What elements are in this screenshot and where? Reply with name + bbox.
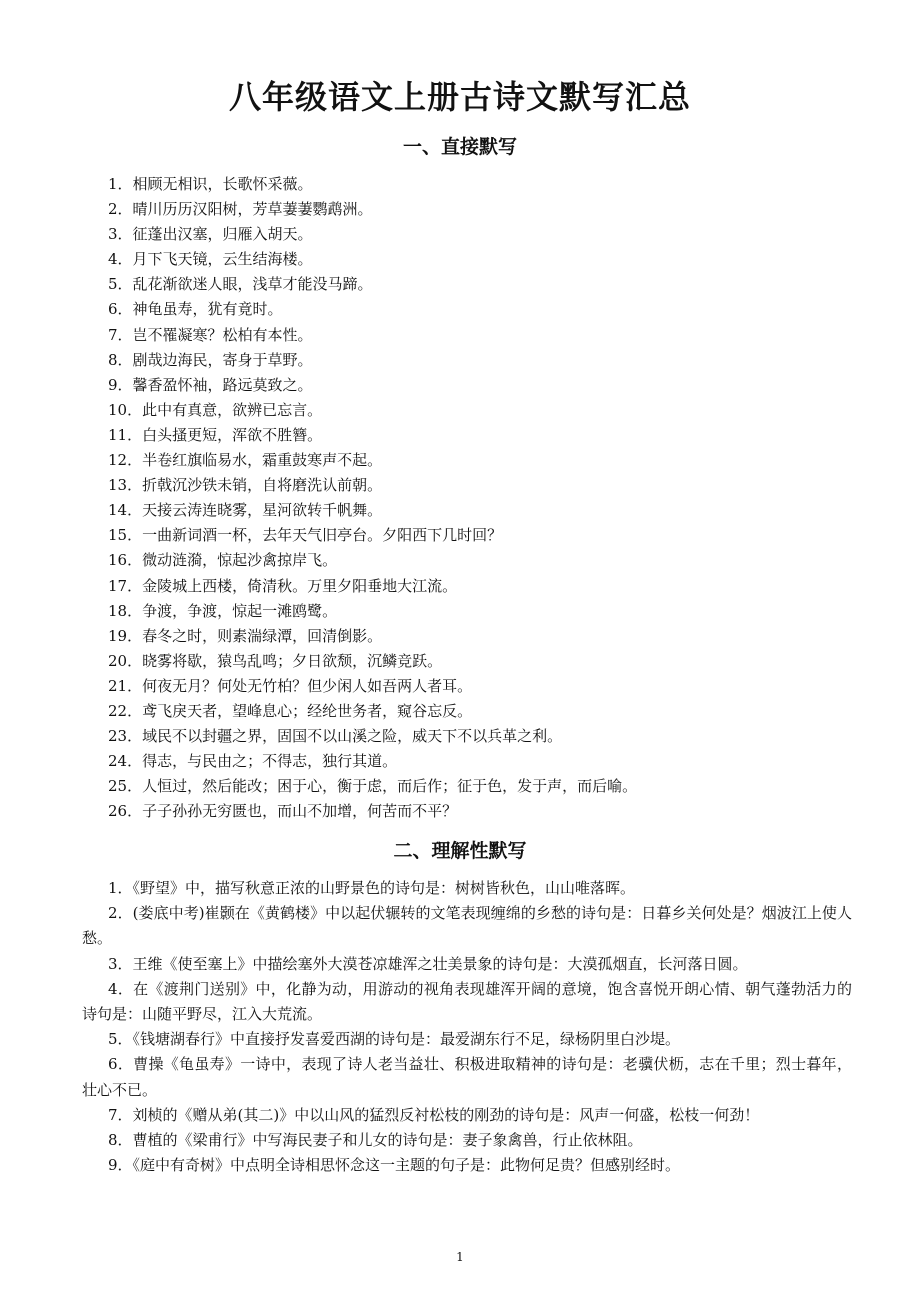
list-item: 3．王维《使至塞上》中描绘塞外大漠苍凉雄浑之壮美景象的诗句是：大漠孤烟直，长河落日圆。 xyxy=(108,954,748,973)
list-item: 2．(娄底中考)崔颢在《黄鹤楼》中以起伏辗转的文笔表现缠绵的乡愁的诗句是：日暮乡关何处是？烟波江上使人愁。 xyxy=(82,904,852,948)
list-item: 10．此中有真意，欲辨已忘言。 xyxy=(108,400,323,419)
list-item: 13．折戟沉沙铁未销，自将磨洗认前朝。 xyxy=(108,476,383,495)
list-item: 12．半卷红旗临易水，霜重鼓寒声不起。 xyxy=(108,451,383,470)
list-item: 16．微动涟漪，惊起沙禽掠岸飞。 xyxy=(108,551,338,570)
list-item: 3．征蓬出汉塞，归雁入胡天。 xyxy=(108,225,313,244)
list-item: 25．人恒过，然后能改；困于心，衡于虑，而后作；征于色，发于声，而后喻。 xyxy=(108,777,638,796)
direct-recitation-list xyxy=(108,172,868,824)
list-item: 22．鸢飞戾天者，望峰息心；经纶世务者，窥谷忘反。 xyxy=(108,701,473,720)
list-item: 1．《野望》中，描写秋意正浓的山野景色的诗句是：树树皆秋色，山山唯落晖。 xyxy=(108,879,636,897)
list-item: 7．刘桢的《赠从弟(其二)》中以山风的猛烈反衬松枝的刚劲的诗句是：风声一何盛，松枝一何劲！ xyxy=(108,1105,760,1124)
list-item: 15．一曲新词酒一杯，去年天气旧亭台。夕阳西下几时回？ xyxy=(108,526,503,545)
list-item: 21．何夜无月？何处无竹柏？但少闲人如吾两人者耳。 xyxy=(108,676,473,695)
list-item: 1．相顾无相识，长歌怀采薇。 xyxy=(108,175,313,193)
list-item: 6．神龟虽寿，犹有竟时。 xyxy=(108,300,283,319)
list-item: 20．晓雾将歇，猿鸟乱鸣；夕日欲颓，沉鳞竞跃。 xyxy=(108,651,443,670)
list-item: 7．岂不罹凝寒？松柏有本性。 xyxy=(108,325,313,344)
section-heading-direct: 一、直接默写 xyxy=(402,136,517,158)
list-item: 6．曹操《龟虽寿》一诗中，表现了诗人老当益壮、积极进取精神的诗句是：老骥伏枥，志在千里；烈士暮年，壮心不已。 xyxy=(82,1055,852,1099)
list-item: 26．子子孙孙无穷匮也，而山不加增，何苦而不平？ xyxy=(108,802,458,821)
list-item: 17．金陵城上西楼，倚清秋。万里夕阳垂地大江流。 xyxy=(108,576,458,595)
page-number: 1 xyxy=(456,1250,464,1264)
section-heading-comprehension: 二、理解性默写 xyxy=(393,840,527,862)
list-item: 5．《钱塘湖春行》中直接抒发喜爱西湖的诗句是：最爱湖东行不足，绿杨阴里白沙堤。 xyxy=(108,1030,681,1049)
list-item: 2．晴川历历汉阳树，芳草萋萋鹦鹉洲。 xyxy=(108,200,373,219)
list-item: 4．月下飞天镜，云生结海楼。 xyxy=(108,250,313,269)
list-item: 5．乱花渐欲迷人眼，浅草才能没马蹄。 xyxy=(108,275,373,294)
document-title: 八年级语文上册古诗文默写汇总 xyxy=(228,78,691,116)
list-item: 19．春冬之时，则素湍绿潭，回清倒影。 xyxy=(108,626,383,645)
list-item: 23．域民不以封疆之界，固国不以山溪之险，威天下不以兵革之利。 xyxy=(108,727,563,746)
list-item: 24．得志，与民由之；不得志，独行其道。 xyxy=(108,752,398,771)
list-item: 14．天接云涛连晓雾，星河欲转千帆舞。 xyxy=(108,501,383,520)
list-item: 18．争渡，争渡，惊起一滩鸥鹭。 xyxy=(108,601,338,620)
list-item: 9．馨香盈怀袖，路远莫致之。 xyxy=(108,375,313,394)
list-item: 8．剧哉边海民，寄身于草野。 xyxy=(108,350,313,369)
list-item: 9．《庭中有奇树》中点明全诗相思怀念这一主题的句子是：此物何足贵？但感别经时。 xyxy=(108,1156,681,1175)
list-item: 11．白头搔更短，浑欲不胜簪。 xyxy=(108,425,323,444)
comprehension-recitation-list xyxy=(82,876,852,1178)
list-item: 4．在《渡荆门送别》中，化静为动，用游动的视角表现雄浑开阔的意境，饱含喜悦开朗心情、朝气蓬勃活力的诗句是：山随平野尽，江入大荒流。 xyxy=(82,979,852,1024)
list-item: 8．曹植的《梁甫行》中写海民妻子和儿女的诗句是：妻子象禽兽，行止依林阻。 xyxy=(108,1131,643,1150)
